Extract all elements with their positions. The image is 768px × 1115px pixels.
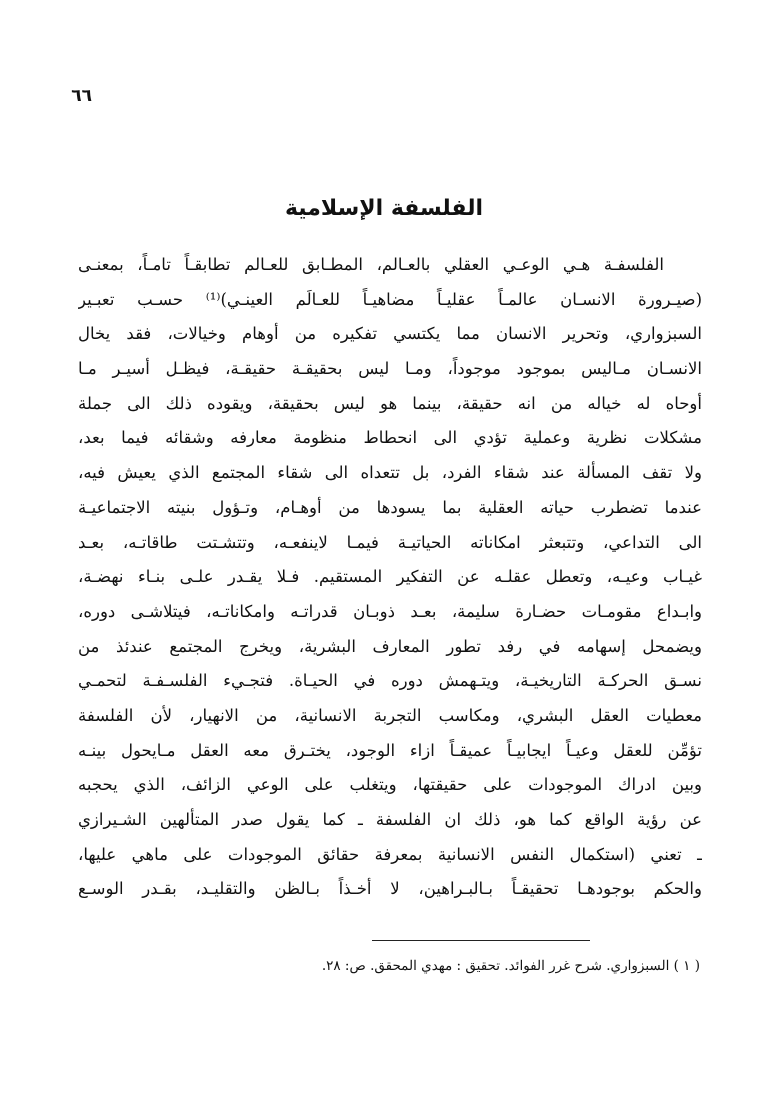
text-line: (صيـرورة الانسـان عالمـاً عقليـاً مضاهيـاً للعـالَم العينـي)⁽¹⁾ حسـب تعبـير <box>78 289 702 309</box>
text-line: عندما تضطرب حياته العقلية بما يسودها من أوهـام، وتـؤول بنيته الاجتماعيـة <box>78 497 702 517</box>
text-line: عن رؤية الواقع كما هو، ذلك ان الفلسفة ـ كما يقول صدر المتألهين الشـيرازي <box>78 810 702 829</box>
page-number: ٦٦ <box>71 86 92 106</box>
text-line: نسـق الحركـة التاريخيـة، ويتـهمش دوره في الحيـاة. فتجـيء الفلسـفـة لتحمـي <box>78 671 702 691</box>
text-line: الى التداعي، وتتبعثر امكاناته الحياتيـة فيمـا لاينفعـه، وتتشـتت طاقاتـه، بعـد <box>78 532 702 552</box>
text-line: وابـداع مقومـات حضـارة سليمة، بعـد ذوبـان قدراتـه وامكاناتـه، فيتلاشـى دوره، <box>78 601 702 621</box>
text-line: السبزواري، وتحرير الانسان مما يكتسي تفكيره من أوهام وخيالات، فقد يخال <box>78 324 702 344</box>
text-line: مشكلات نظرية وعملية تؤدي الى انحطاط منظومة معارفه وشقائه فيما بعد، <box>78 428 702 448</box>
text-line: ولا تقف المسألة عند شقاء الفرد، بل تتعداه الى شقاء المجتمع الذي يعيش فيه، <box>78 463 702 483</box>
footnote: ( ١ ) السبزواري. شرح غرر الفوائد. تحقيق : مهدي المحقق. ص: ٢٨. <box>321 958 700 974</box>
text-line: ويضمحل إسهامه في رفد تطور المعارف البشرية، ويخرج المجتمع عندئذ من <box>78 636 702 656</box>
text-line: الفلسفـة هـي الوعـي العقلي بالعـالم، المطـابق للعـالم تطابقـاً تامـاً، بمعنـى <box>78 255 664 274</box>
body-paragraph <box>78 248 702 907</box>
text-line: غيـاب وعيـه، وتعطل عقلـه عن التفكير المستقيم. فـلا يقـدر علـى بنـاء نهضـة، <box>78 567 702 587</box>
text-line: وبين ادراك الموجودات على حقيقتها، ويتغلب على الوعي الزائف، الذي يحجبه <box>78 775 702 795</box>
text-line: معطيات العقل البشري، ومكاسب التجربة الانسانية، من الانهيار، لأن الفلسفة <box>78 705 702 725</box>
footnote-divider <box>372 940 590 941</box>
text-line: تؤمِّن للعقل وعيـاً ايجابيـاً عميقـاً ازاء الوجود، يختـرق معه العقل مـايحول بينـه <box>78 740 702 760</box>
text-line: والحكم بوجودهـا تحقيقـاً بـالبـراهين، لا أخـذاً بـالظن والتقليـد، بقـدر الوسـع <box>78 879 702 899</box>
text-line: ـ تعني (استكمال النفس الانسانية بمعرفة حقائق الموجودات على ماهي عليها، <box>78 844 702 864</box>
text-line: الانسـان مـاليس بموجود موجوداً، ومـا ليس بحقيقـة حقيقـة، فيظـل أسيـر مـا <box>78 359 702 379</box>
text-line: أوحاه له خياله من انه حقيقة، بينما هو ليس بحقيقة، ويقوده ذلك الى جملة <box>78 393 702 413</box>
section-title: الفلسفة الإسلامية <box>284 196 484 221</box>
